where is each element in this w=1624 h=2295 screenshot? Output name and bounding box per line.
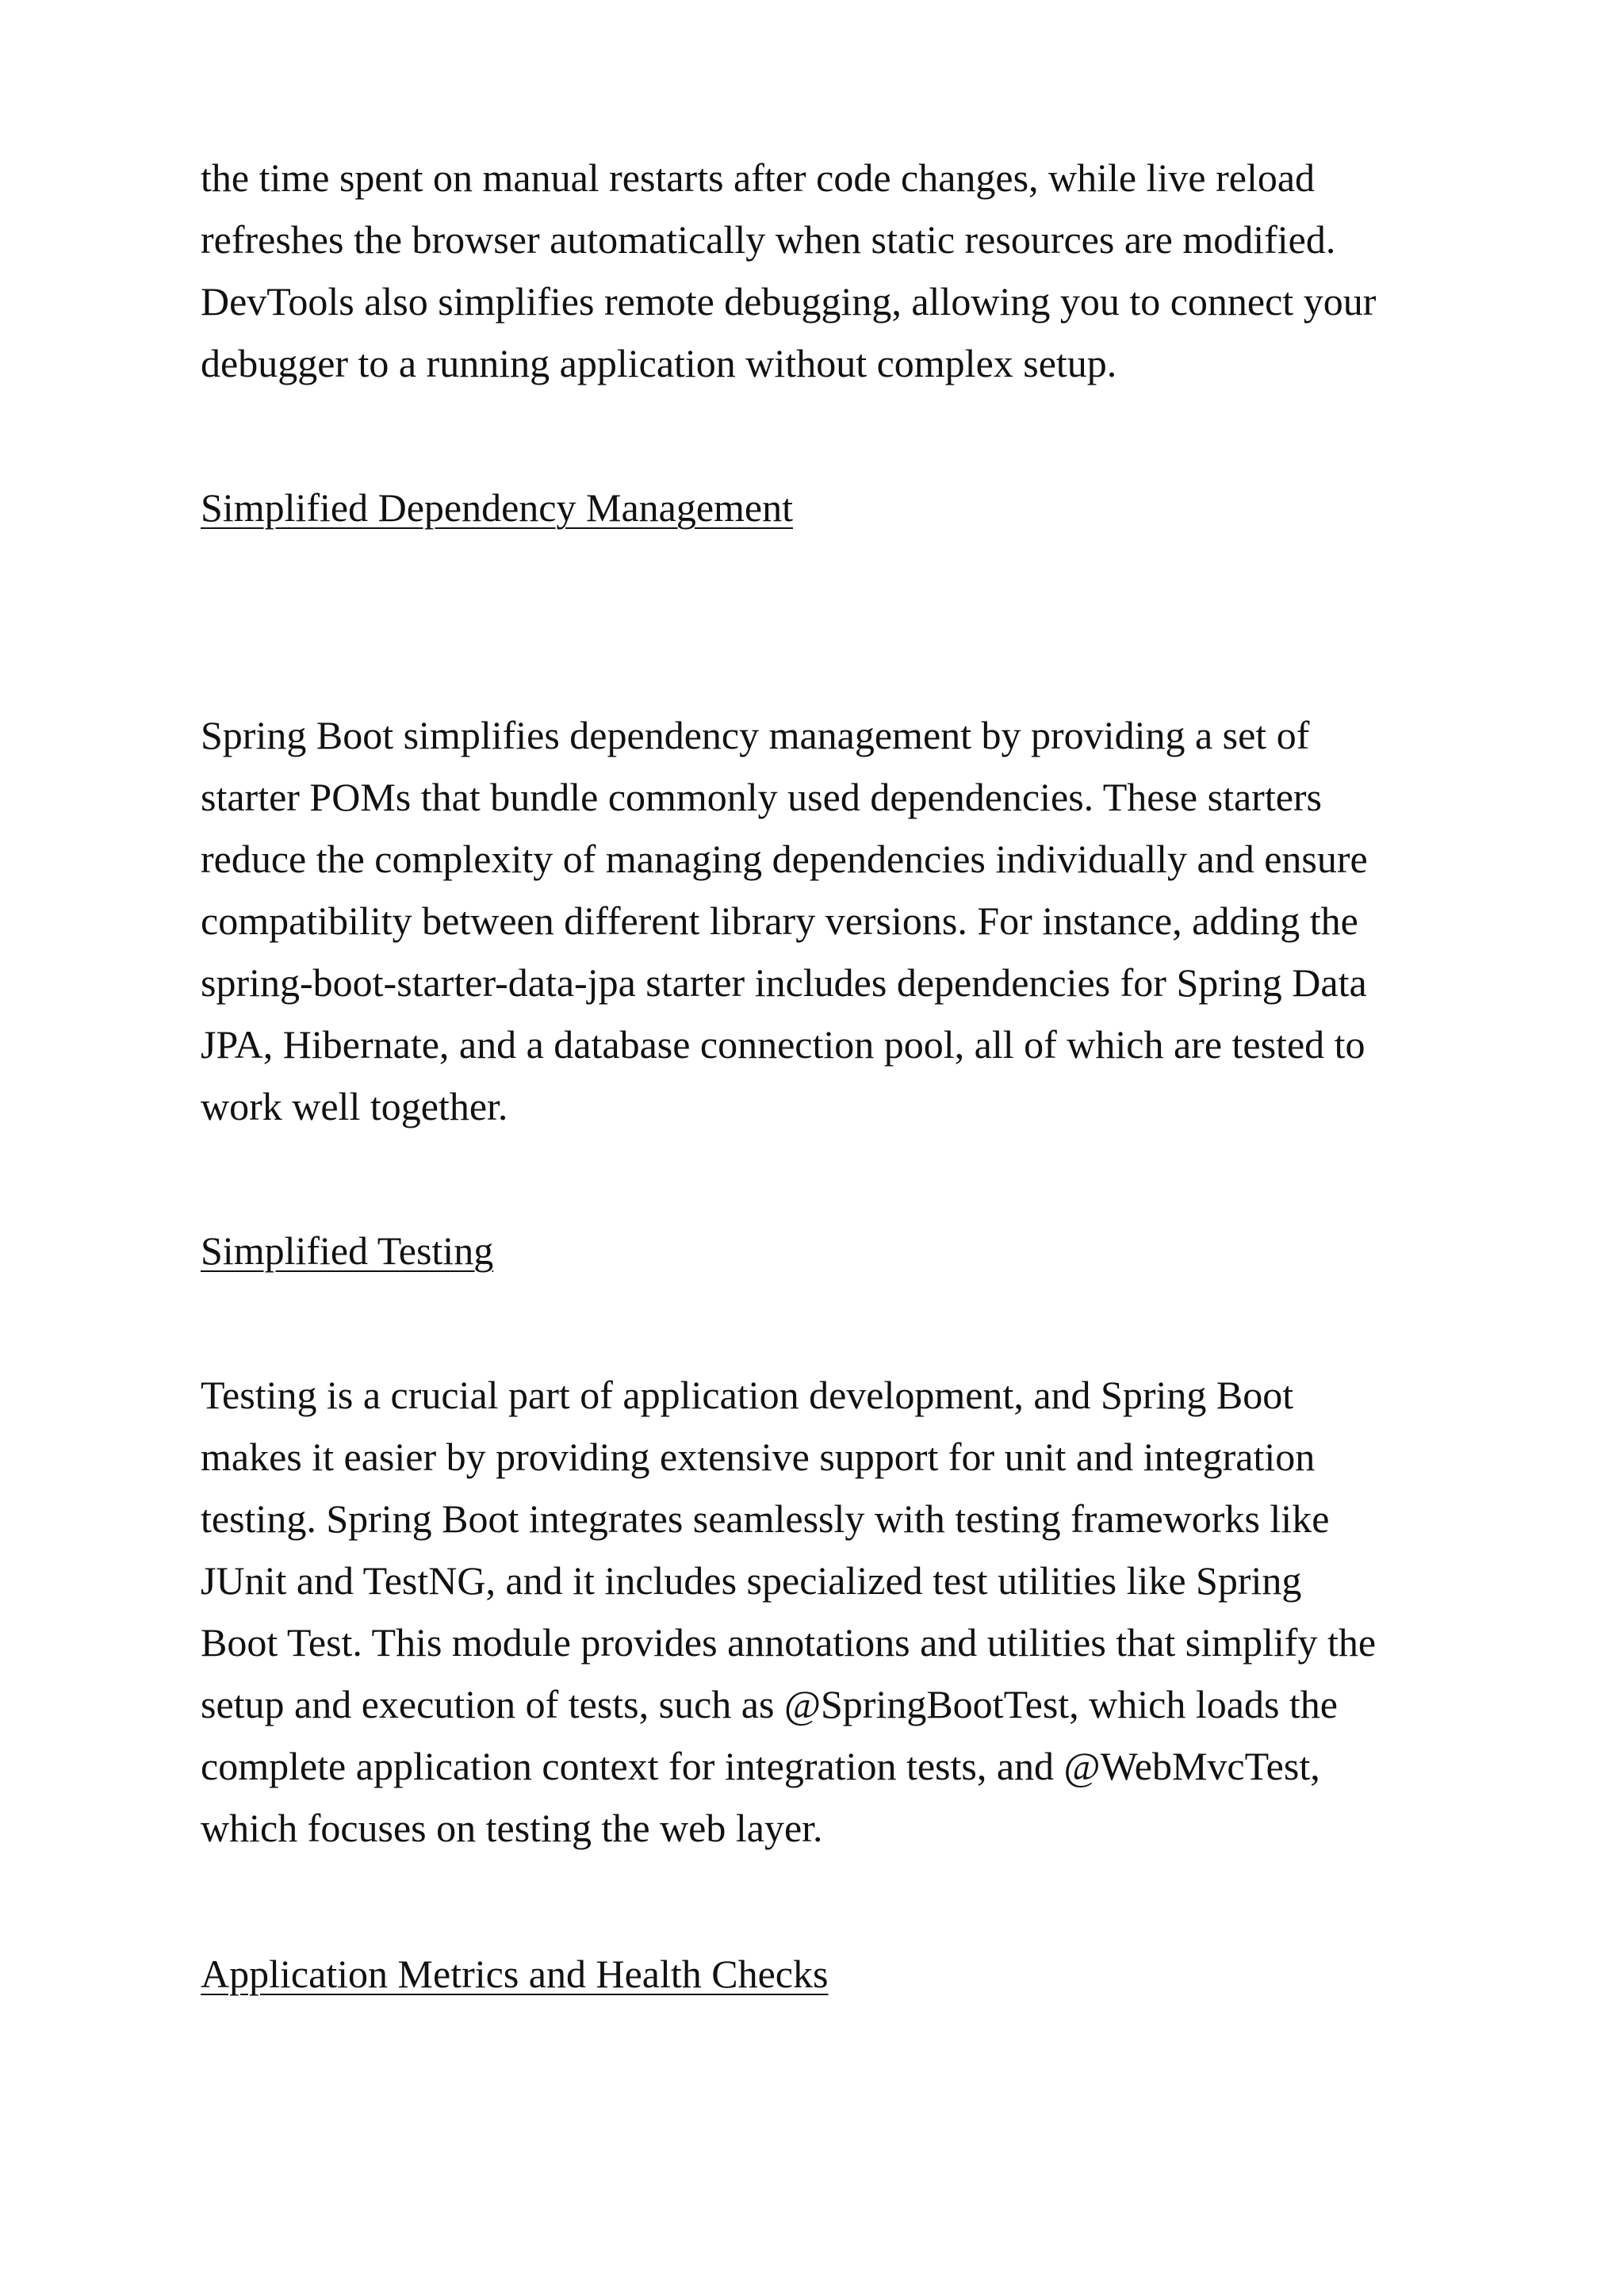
text-line: JPA, Hibernate, and a database connection pool, all of which are tested to [201, 1022, 1365, 1067]
text-line: reduce the complexity of managing dependencies individually and ensure [201, 837, 1368, 881]
text-line: Boot Test. This module provides annotations and utilities that simplify the [201, 1620, 1377, 1665]
text-line: setup and execution of tests, such as @SpringBootTest, which loads the [201, 1682, 1338, 1726]
text-line: refreshes the browser automatically when static resources are modified. [201, 217, 1336, 262]
text-line: Testing is a crucial part of application development, and Spring Boot [201, 1373, 1294, 1417]
text-line: testing. Spring Boot integrates seamlessly with testing frameworks like [201, 1496, 1330, 1541]
text-line: work well together. [201, 1084, 508, 1128]
paragraph-testing [201, 1364, 1438, 1859]
heading-simplified-dependency-management: Simplified Dependency Management [201, 485, 793, 530]
text-line: which focuses on testing the web layer. [201, 1806, 823, 1850]
paragraph-devtools-continued [201, 147, 1438, 394]
heading-simplified-testing: Simplified Testing [201, 1228, 494, 1273]
text-line: spring-boot-starter-data-jpa starter includes dependencies for Spring Data [201, 960, 1367, 1005]
text-line: the time spent on manual restarts after code changes, while live reload [201, 155, 1316, 200]
heading-application-metrics-health-checks: Application Metrics and Health Checks [201, 1952, 829, 1996]
text-line: DevTools also simplifies remote debugging, allowing you to connect your [201, 279, 1377, 324]
text-line: JUnit and TestNG, and it includes specialized test utilities like Spring [201, 1558, 1302, 1603]
text-line: makes it easier by providing extensive support for unit and integration [201, 1435, 1316, 1479]
text-line: debugger to a running application without complex setup. [201, 341, 1117, 385]
text-line: starter POMs that bundle commonly used dependencies. These starters [201, 775, 1323, 819]
text-line: complete application context for integration tests, and @WebMvcTest, [201, 1744, 1320, 1788]
text-line: Spring Boot simplifies dependency management by providing a set of [201, 713, 1310, 757]
paragraph-dependency-management [201, 704, 1438, 1137]
text-line: compatibility between different library versions. For instance, adding the [201, 898, 1358, 943]
